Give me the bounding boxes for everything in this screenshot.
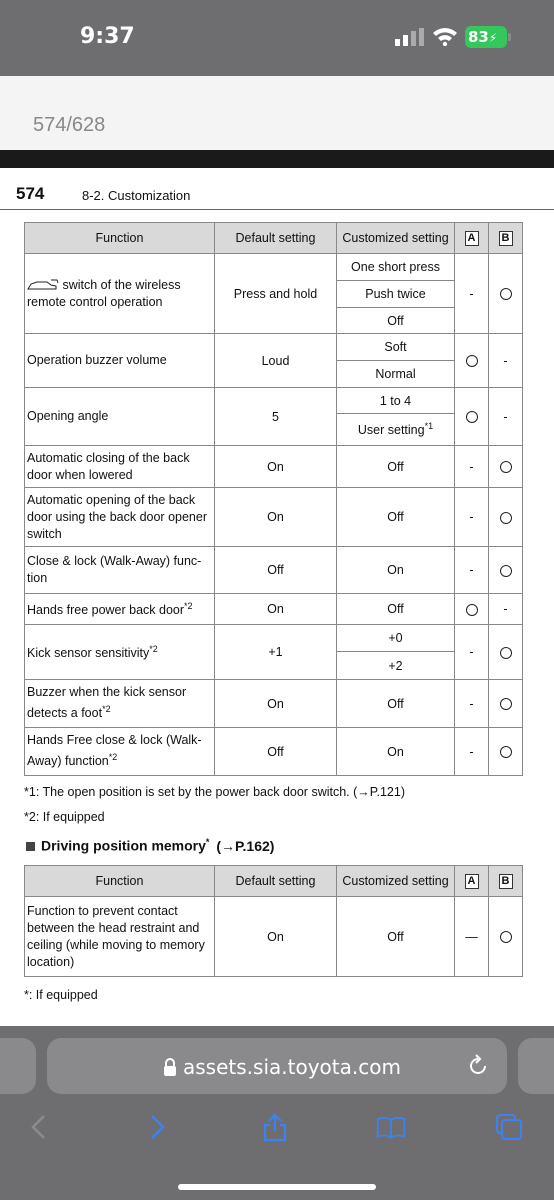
col-header-custom: Customized setting [337,866,455,897]
footnote-marker: * [205,837,210,847]
home-indicator[interactable] [178,1184,376,1190]
custom-cell: +2 [337,652,455,680]
table-row [25,488,523,547]
col-header-default: Default setting [215,223,337,254]
b-cell-circle [500,698,512,710]
a-cell: - [455,728,489,776]
default-cell: 5 [215,388,337,446]
a-cell: - [455,547,489,594]
tabs-icon[interactable] [494,1112,524,1142]
table-row [25,728,523,776]
reload-icon[interactable] [467,1054,489,1078]
col-header-a: A [465,231,479,246]
custom-cell: Push twice [337,281,455,308]
function-cell: Opening angle [25,388,215,446]
col-header-function: Function [25,866,215,897]
table-row [25,254,523,281]
status-bar [0,0,554,76]
footnote-marker: *2 [184,601,193,612]
default-cell: +1 [215,625,337,680]
charging-bolt-icon: ⚡ [488,31,498,45]
status-time: 9:37 [80,24,135,49]
a-cell: - [455,488,489,547]
document-page [0,168,554,1026]
b-cell-circle [500,565,512,577]
col-header-default: Default setting [215,866,337,897]
wifi-icon [432,26,458,46]
table-row [25,334,523,361]
table-row [25,446,523,488]
battery-level: 83 [468,28,489,46]
lock-icon [163,1058,177,1076]
table-row [25,547,523,594]
footnote-marker: *1 [424,421,434,432]
cellular-signal-icon [395,28,425,46]
battery-icon [465,26,507,48]
previous-tab-preview[interactable] [0,1038,36,1094]
browser-toolbar [0,1026,554,1200]
custom-cell: Off [337,488,455,547]
page-reference: (→P.162) [216,837,275,854]
subsection-title: Driving position memory [41,837,206,854]
function-cell: Automatic closing of the back door when lowered [25,446,215,488]
table-row [25,680,523,728]
b-cell-circle [500,746,512,758]
function-cell: Automatic opening of the back door using the back door opener switch [25,488,215,547]
function-cell: Function to prevent contact between the head restraint and ceiling (while moving to memory location) [25,897,215,977]
custom-cell: On [337,728,455,776]
a-cell: — [455,897,489,977]
a-cell-circle [466,355,478,367]
footnote-marker: *2 [149,644,158,655]
table-row [25,594,523,625]
subsection-heading [26,837,274,854]
a-cell: - [455,625,489,680]
address-bar[interactable] [47,1038,507,1094]
viewer-header [0,76,554,152]
custom-cell: Off [337,680,455,728]
custom-cell: On [337,547,455,594]
custom-cell: User setting [357,423,425,438]
function-cell: Hands free power back door [27,603,185,618]
default-cell: Press and hold [215,254,337,334]
forward-icon[interactable] [142,1112,172,1142]
a-cell: - [455,446,489,488]
default-cell: Off [215,547,337,594]
next-tab-preview[interactable] [518,1038,554,1094]
section-title: 8-2. Customization [82,188,191,203]
custom-cell: Normal [337,361,455,388]
function-cell: Operation buzzer volume [25,334,215,388]
col-header-b: B [499,231,513,246]
b-cell-circle [500,288,512,300]
b-cell: - [489,334,523,388]
back-icon[interactable] [24,1112,54,1142]
footnote-marker: *2 [108,752,118,763]
b-cell: - [489,594,523,625]
b-cell-circle [500,461,512,473]
page-divider [0,150,554,168]
footnote-1: *1: The open position is set by the power back door switch. (→P.121) [24,785,405,799]
custom-cell: Off [337,897,455,977]
function-cell: Kick sensor sensitivity [27,646,150,661]
url-text: assets.sia.toyota.com [183,1055,401,1079]
default-cell: On [215,446,337,488]
bookmarks-icon[interactable] [376,1112,406,1142]
table-row [25,897,523,977]
col-header-a: A [465,874,479,889]
default-cell: Loud [215,334,337,388]
custom-cell: Soft [337,334,455,361]
customization-table [24,222,523,776]
share-icon[interactable] [260,1112,290,1142]
page-counter: 574/628 [33,114,106,136]
a-cell-circle [466,411,478,423]
function-cell: Close & lock (Walk-Away) func-tion [25,547,215,594]
table-row [25,625,523,652]
a-cell: - [455,680,489,728]
custom-cell: 1 to 4 [337,388,455,414]
function-cell: switch of the wireless remote control operation [27,277,181,309]
footnote-marker: *2 [102,704,111,715]
table-row [25,388,523,414]
b-cell: - [489,388,523,446]
custom-cell: Off [337,308,455,334]
default-cell: On [215,897,337,977]
custom-cell: +0 [337,625,455,652]
memory-table [24,865,523,977]
col-header-function: Function [25,223,215,254]
function-cell: Buzzer when the kick sensor detects a foot [27,685,187,721]
a-cell-circle [466,604,478,616]
car-key-icon [27,279,59,291]
function-cell: Hands Free close & lock (Walk-Away) function [27,733,202,769]
header-rule [0,209,554,210]
col-header-b: B [499,874,513,889]
custom-cell: One short press [337,254,455,281]
default-cell: Off [215,728,337,776]
footnote-3: *: If equipped [24,988,98,1002]
page-number: 574 [16,184,45,203]
default-cell: On [215,488,337,547]
footnote-2: *2: If equipped [24,810,105,824]
b-cell-circle [500,647,512,659]
b-cell-circle [500,512,512,524]
custom-cell: Off [337,594,455,625]
col-header-custom: Customized setting [337,223,455,254]
a-cell: - [455,254,489,334]
default-cell: On [215,680,337,728]
default-cell: On [215,594,337,625]
bullet-square-icon [26,842,35,851]
custom-cell: Off [337,446,455,488]
b-cell-circle [500,931,512,943]
